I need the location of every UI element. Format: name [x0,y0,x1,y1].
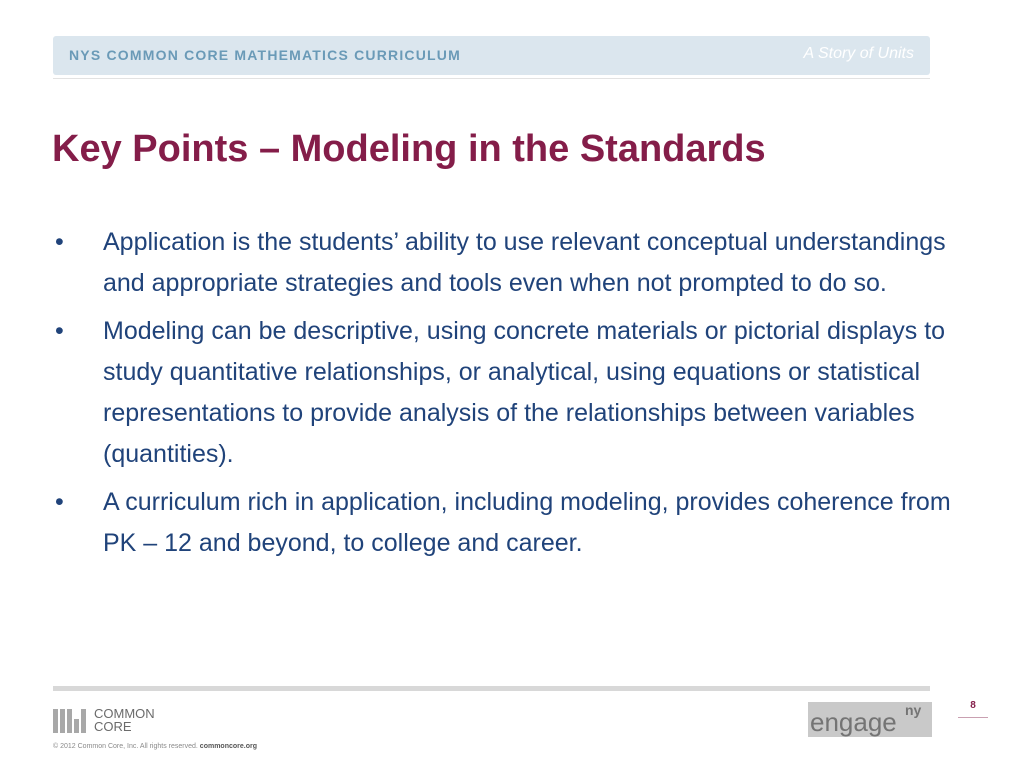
copyright-link[interactable]: commoncore.org [199,743,257,750]
engage-wordmark: engage [810,707,897,737]
bullet-icon: • [55,317,64,345]
page-number-underline [958,717,988,718]
bullet-icon: • [55,228,64,256]
bullet-text: A curriculum rich in application, including modeling, provides coherence from PK – 12 and beyond, to college and career. [103,488,951,557]
curriculum-label: NYS COMMON CORE MATHEMATICS CURRICULUM [69,47,461,63]
bullet-item [53,482,958,564]
footer-divider [53,686,930,691]
common-core-logo [53,705,155,735]
page-number: 8 [970,700,976,711]
bullet-item [53,311,958,475]
bullet-text: Modeling can be descriptive, using concrete materials or pictorial displays to study quantitative relationships, or analytical, using equations or statistical representations to provide analysis of the relationships between variables (quantities). [103,317,946,468]
copyright-notice: © 2012 Common Core, Inc. All rights reserved. commoncore.org [53,743,257,750]
bullet-list [53,222,958,571]
series-label: A Story of Units [803,45,914,62]
bullet-item [53,222,958,304]
header-divider [53,78,930,79]
engage-ny-superscript: ny [905,702,922,718]
bullet-text: Application is the students’ ability to use relevant conceptual understandings and appropriate strategies and tools even when not prompted to do so. [103,228,946,297]
slide-title: Key Points – Modeling in the Standards [52,128,766,170]
bullet-icon: • [55,488,64,516]
common-core-wordmark: COMMON CORE [94,706,155,734]
engage-ny-logo [808,702,932,737]
common-core-bars-icon [53,707,86,733]
header-banner [53,36,930,75]
